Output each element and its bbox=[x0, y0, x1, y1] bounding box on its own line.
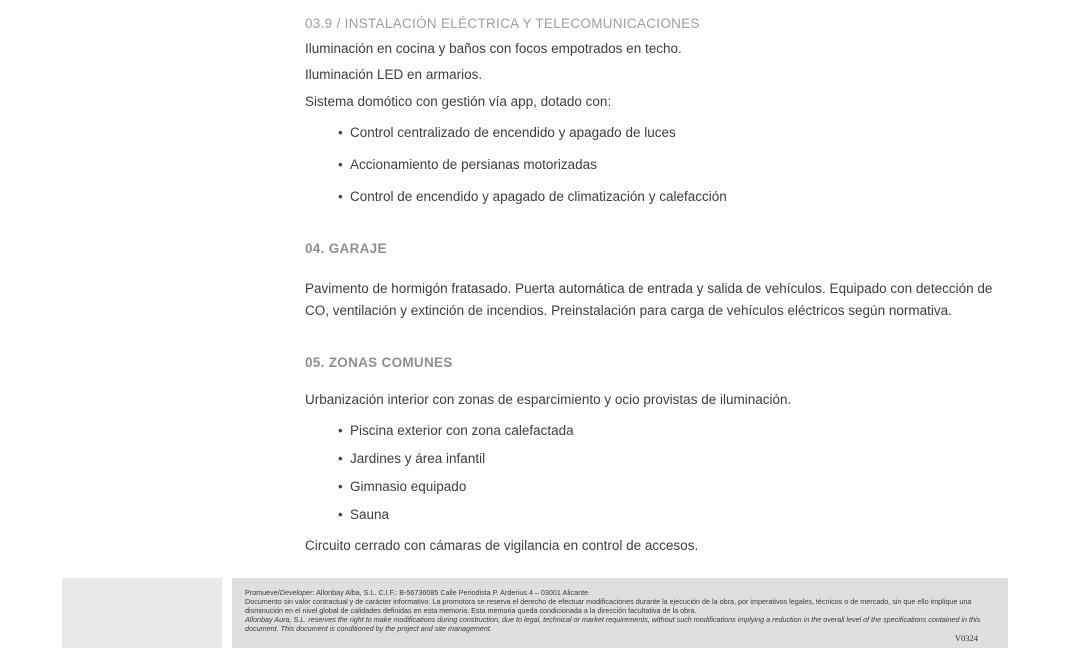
list-item-label: Sauna bbox=[350, 507, 390, 522]
list-item bbox=[305, 423, 1015, 439]
electrical-bullet-list bbox=[305, 125, 1015, 205]
bullet-icon: • bbox=[338, 507, 343, 522]
paragraph-domotics: Sistema domótico con gestión vía app, dotado con: bbox=[305, 94, 612, 109]
list-item bbox=[305, 507, 1015, 523]
list-item-label: Control centralizado de encendido y apagado de luces bbox=[350, 125, 676, 140]
section-heading-electrical: 03.9 / INSTALACIÓN ELÉCTRICA Y TELECOMUNICACIONES bbox=[305, 16, 700, 31]
footer-disclaimer-es: Documento sin valor contractual y de carácter informativo. La promotora se reserva el derecho de efectuar modificaciones durante la ejecución de la obra, por imperativos legales, técnicos o de mercado, sin que ello implique una disminución en el nivel global de calidades definidas en esta memoria. Esta memoria queda condicionada a la dirección facultativa de la obra. bbox=[245, 597, 972, 615]
footer-developer-rest: : Allonbay Alba, S.L. C.I.F.: B-56736085 Calle Periodista P. Arderius 4 – 03001 Alicante. bbox=[312, 588, 591, 597]
bullet-icon: • bbox=[338, 157, 343, 172]
list-item bbox=[305, 479, 1015, 495]
list-item-label: Accionamiento de persianas motorizadas bbox=[350, 157, 597, 172]
list-item bbox=[305, 125, 1015, 141]
footer-left-spacer-block bbox=[62, 578, 222, 648]
list-item bbox=[305, 157, 1015, 173]
footer-developer-line bbox=[245, 588, 986, 597]
footer-developer-label: Developer bbox=[279, 588, 313, 597]
paragraph-cctv: Circuito cerrado con cámaras de vigilancia en control de accesos. bbox=[305, 538, 699, 553]
list-item-label: Piscina exterior con zona calefactada bbox=[350, 423, 574, 438]
paragraph-garage: Pavimento de hormigón fratasado. Puerta automática de entrada y salida de vehículos. Equipado con detección de CO, ventilación y extinción de incendios. Preinstalación para carga de vehículos eléctricos según normativa. bbox=[305, 281, 993, 318]
section-heading-common-areas: 05. ZONAS COMUNES bbox=[305, 355, 453, 370]
paragraph-lighting-led: Iluminación LED en armarios. bbox=[305, 67, 483, 82]
bullet-icon: • bbox=[338, 423, 343, 438]
document-content bbox=[305, 16, 1015, 554]
bullet-icon: • bbox=[338, 451, 343, 466]
section-heading-garage: 04. GARAJE bbox=[305, 241, 387, 256]
paragraph-common-intro: Urbanización interior con zonas de esparcimiento y ocio provistas de iluminación. bbox=[305, 392, 792, 407]
paragraph-lighting-kitchen: Iluminación en cocina y baños con focos empotrados en techo. bbox=[305, 41, 682, 56]
footer-developer-prefix: Promueve/ bbox=[245, 588, 280, 597]
bullet-icon: • bbox=[338, 479, 343, 494]
list-item-label: Gimnasio equipado bbox=[350, 479, 467, 494]
footer-legal-block bbox=[232, 578, 1008, 648]
list-item bbox=[305, 451, 1015, 467]
list-item-label: Control de encendido y apagado de climatización y calefacción bbox=[350, 189, 727, 204]
footer-disclaimer-en: Allonbay Aura, S.L. reserves the right to make modifications during construction, due to legal, technical or market requirements, without such modifications implying a reduction in the overall level of the specifications contained in this document. This document is conditioned by the project and site management. bbox=[245, 615, 981, 633]
bullet-icon: • bbox=[338, 189, 343, 204]
list-item bbox=[305, 189, 1015, 205]
common-areas-bullet-list bbox=[305, 423, 1015, 523]
list-item-label: Jardines y área infantil bbox=[350, 451, 486, 466]
bullet-icon: • bbox=[338, 125, 343, 140]
footer-version-code: V0324 bbox=[954, 633, 978, 643]
